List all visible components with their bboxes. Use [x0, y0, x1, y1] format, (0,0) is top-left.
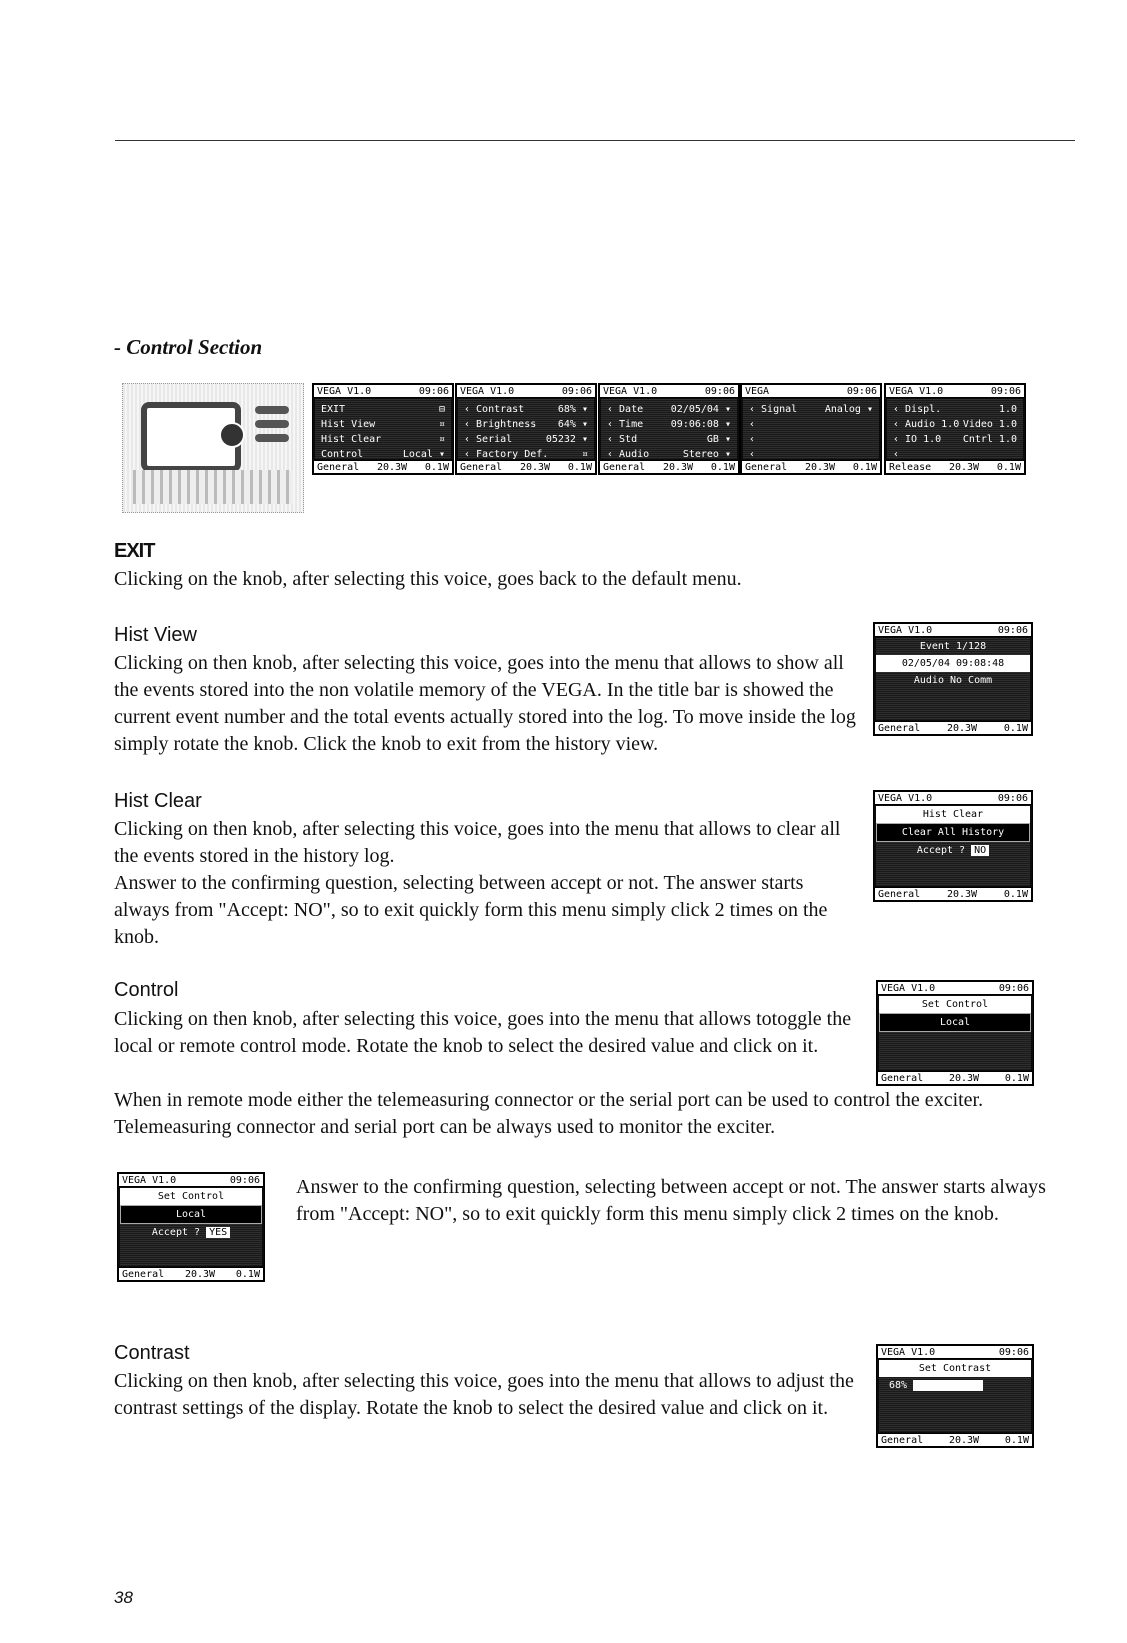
- footer-mode: General: [745, 461, 788, 473]
- menu-item-label: ‹: [893, 449, 900, 460]
- footer-forward-power: 20.3W: [948, 1434, 980, 1446]
- screen-title: VEGA V1.0: [881, 982, 936, 994]
- menu-row: [743, 432, 879, 447]
- contrast-screen: [876, 1344, 1034, 1448]
- menu-item-value: ¤: [438, 419, 445, 430]
- screen-clock: 09:06: [418, 385, 449, 397]
- menu-screen-4: [740, 383, 882, 475]
- menu-item-value: 09:06:08 ▾: [670, 419, 731, 430]
- contrast-text: Clicking on then knob, after selecting this voice, goes into the menu that allows to adjust the contrast settings of the display. Rotate the knob to select the desired value and click on it.: [114, 1370, 854, 1419]
- menu-row: [601, 402, 737, 417]
- menu-item-value: 02/05/04 ▾: [670, 404, 731, 415]
- menu-item-value: 64% ▾: [557, 419, 588, 430]
- menu-item-value: GB ▾: [706, 434, 731, 445]
- menu-item-label: ‹: [749, 434, 756, 445]
- screen-clock: 09:06: [998, 1346, 1029, 1358]
- screen-title: VEGA V1.0: [878, 624, 933, 636]
- screen-title: VEGA V1.0: [460, 385, 515, 397]
- exit-heading: EXIT: [114, 540, 155, 562]
- accept-answer: NO: [971, 845, 989, 856]
- section-title: - Control Section: [114, 335, 263, 359]
- hist-clear-heading: Hist Clear: [114, 790, 202, 812]
- event-description: Audio No Comm: [913, 675, 993, 686]
- menu-title: Hist Clear: [876, 806, 1030, 823]
- menu-item-label: ‹ Audio 1.0: [893, 419, 960, 430]
- menu-row: [601, 417, 737, 432]
- menu-item-label: Control: [321, 449, 364, 460]
- header-rule: [115, 140, 1075, 141]
- screen-clock: 09:06: [998, 982, 1029, 994]
- event-counter: Event 1/128: [919, 641, 987, 652]
- footer-mode: General: [122, 1268, 165, 1280]
- footer-forward-power: 20.3W: [948, 461, 980, 473]
- menu-item-value: 05232 ▾: [545, 434, 588, 445]
- accept-prompt: [876, 842, 1030, 859]
- menu-row: [458, 432, 594, 447]
- menu-row: [315, 432, 451, 447]
- hist-view-heading: Hist View: [114, 624, 197, 646]
- menu-item-label: Hist View: [321, 419, 376, 430]
- menu-item-label: ‹ Date: [607, 404, 644, 415]
- menu-row: [743, 402, 879, 417]
- menu-item-label: ‹ Factory Def.: [464, 449, 549, 460]
- clear-history-label: Clear All History: [876, 823, 1030, 842]
- footer-mode: General: [878, 722, 921, 734]
- footer-mode: General: [878, 888, 921, 900]
- device-front-panel-image: [122, 383, 304, 513]
- footer-reflected-power: 0.1W: [567, 461, 592, 473]
- control-screen: [876, 980, 1034, 1086]
- menu-screen-1: [312, 383, 454, 475]
- menu-item-value: Cntrl 1.0: [962, 434, 1017, 445]
- page-number: 38: [114, 1588, 133, 1607]
- screen-clock: 09:06: [990, 385, 1021, 397]
- accept-prompt: [120, 1224, 262, 1241]
- accept-label: Accept ?: [916, 845, 966, 856]
- screen-clock: 09:06: [229, 1174, 260, 1186]
- footer-forward-power: 20.3W: [948, 1072, 980, 1084]
- hist-clear-screen: [873, 790, 1033, 902]
- accept-label: Accept ?: [151, 1227, 201, 1238]
- menu-item-label: ‹ Serial: [464, 434, 513, 445]
- footer-reflected-power: 0.1W: [710, 461, 735, 473]
- menu-item-label: ‹ Std: [607, 434, 638, 445]
- knob-icon: [219, 422, 245, 448]
- hist-view-screen: [873, 622, 1033, 736]
- footer-mode: Release: [889, 461, 932, 473]
- footer-forward-power: 20.3W: [946, 722, 978, 734]
- control-confirm-screen: [117, 1172, 265, 1282]
- menu-row: [887, 402, 1023, 417]
- exit-text: Clicking on the knob, after selecting this voice, goes back to the default menu.: [114, 568, 742, 590]
- menu-row: [601, 432, 737, 447]
- footer-mode: General: [881, 1072, 924, 1084]
- footer-mode: General: [317, 461, 360, 473]
- footer-reflected-power: 0.1W: [1003, 888, 1028, 900]
- menu-item-value: 1.0: [998, 404, 1017, 415]
- menu-item-label: Hist Clear: [321, 434, 382, 445]
- menu-screen-5: [884, 383, 1026, 475]
- footer-reflected-power: 0.1W: [852, 461, 877, 473]
- footer-reflected-power: 0.1W: [424, 461, 449, 473]
- screen-title: VEGA V1.0: [317, 385, 372, 397]
- menu-item-label: ‹ Brightness: [464, 419, 537, 430]
- menu-item-value: Analog ▾: [824, 404, 873, 415]
- menu-item-label: ‹ Signal: [749, 404, 798, 415]
- footer-forward-power: 20.3W: [519, 461, 551, 473]
- menu-item-label: ‹ Displ.: [893, 404, 942, 415]
- footer-forward-power: 20.3W: [184, 1268, 216, 1280]
- footer-reflected-power: 0.1W: [996, 461, 1021, 473]
- menu-item-value: Video 1.0: [962, 419, 1017, 430]
- hist-clear-text-2: Answer to the confirming question, selecting between accept or not. The answer starts always from "Accept: NO", so to exit quickly form this menu simply click 2 times on the knob.: [114, 872, 828, 948]
- footer-forward-power: 20.3W: [804, 461, 836, 473]
- event-timestamp: 02/05/04 09:08:48: [876, 655, 1030, 672]
- screen-clock: 09:06: [997, 792, 1028, 804]
- menu-title: Set Control: [120, 1188, 262, 1205]
- footer-mode: General: [603, 461, 646, 473]
- menu-row: [315, 417, 451, 432]
- menu-row: [458, 402, 594, 417]
- control-mode-value: Local: [879, 1013, 1031, 1032]
- screen-title: VEGA V1.0: [889, 385, 944, 397]
- menu-item-label: ‹: [749, 419, 756, 430]
- footer-forward-power: 20.3W: [376, 461, 408, 473]
- footer-reflected-power: 0.1W: [235, 1268, 260, 1280]
- screen-title: VEGA V1.0: [878, 792, 933, 804]
- screen-title: VEGA V1.0: [603, 385, 658, 397]
- menu-row: [887, 432, 1023, 447]
- menu-row: [887, 417, 1023, 432]
- screen-title: VEGA V1.0: [122, 1174, 177, 1186]
- menu-item-label: ‹: [749, 449, 756, 460]
- menu-title: Set Contrast: [879, 1360, 1031, 1377]
- contrast-setting: [879, 1377, 1031, 1394]
- control-text-1: Clicking on then knob, after selecting this voice, goes into the menu that allows totoggle the local or remote control mode. Rotate the knob to select the desired value and click on it.: [114, 1008, 852, 1057]
- control-mode-value: Local: [120, 1205, 262, 1224]
- control-text-2: When in remote mode either the telemeasuring connector or the serial port can be used to control the exciter. Telemeasuring connector and serial port can be always used to monitor the exciter.: [114, 1089, 984, 1138]
- screen-title: VEGA V1.0: [881, 1346, 936, 1358]
- contrast-heading: Contrast: [114, 1342, 190, 1364]
- footer-mode: General: [460, 461, 503, 473]
- screen-clock: 09:06: [997, 624, 1028, 636]
- footer-reflected-power: 0.1W: [1004, 1434, 1029, 1446]
- screen-clock: 09:06: [704, 385, 735, 397]
- menu-item-label: ‹ Contrast: [464, 404, 525, 415]
- accept-answer: YES: [206, 1227, 230, 1238]
- menu-row: [315, 402, 451, 417]
- menu-screen-2: [455, 383, 597, 475]
- footer-forward-power: 20.3W: [946, 888, 978, 900]
- hist-clear-text-1: Clicking on then knob, after selecting this voice, goes into the menu that allows to clear all the events stored in the history log.: [114, 818, 841, 867]
- contrast-value: 68%: [889, 1380, 908, 1391]
- contrast-level-bar: [913, 1380, 983, 1391]
- control-confirm-text: Answer to the confirming question, selecting between accept or not. The answer starts always from "Accept: NO", so to exit quickly form this menu simply click 2 times on the knob.: [296, 1176, 1046, 1225]
- device-grille: [133, 470, 293, 504]
- footer-mode: General: [881, 1434, 924, 1446]
- menu-item-value: 68% ▾: [557, 404, 588, 415]
- menu-item-value: ⊟: [438, 404, 445, 415]
- menu-title: Set Control: [879, 996, 1031, 1013]
- menu-item-value: ¤: [581, 449, 588, 460]
- menu-row: [743, 417, 879, 432]
- footer-reflected-power: 0.1W: [1004, 1072, 1029, 1084]
- menu-item-value: Stereo ▾: [682, 449, 731, 460]
- menu-item-label: ‹ Audio: [607, 449, 650, 460]
- control-heading: Control: [114, 979, 179, 1001]
- hist-view-text: Clicking on then knob, after selecting this voice, goes into the menu that allows to show all the events stored into the non volatile memory of the VEGA. In the title bar is showed the current event number and the total events actually stored into the log. To move inside the log simply rotate the knob. Click the knob to exit from the history view.: [114, 652, 856, 755]
- screen-clock: 09:06: [846, 385, 877, 397]
- menu-item-label: EXIT: [321, 404, 346, 415]
- menu-screen-3: [598, 383, 740, 475]
- menu-item-label: ‹ IO 1.0: [893, 434, 942, 445]
- menu-item-value: Local ▾: [402, 449, 445, 460]
- screen-clock: 09:06: [561, 385, 592, 397]
- device-buttons: [255, 406, 289, 448]
- footer-forward-power: 20.3W: [662, 461, 694, 473]
- screen-title: VEGA: [745, 385, 770, 397]
- menu-row: [458, 417, 594, 432]
- menu-item-label: ‹ Time: [607, 419, 644, 430]
- footer-reflected-power: 0.1W: [1003, 722, 1028, 734]
- menu-item-value: ¤: [438, 434, 445, 445]
